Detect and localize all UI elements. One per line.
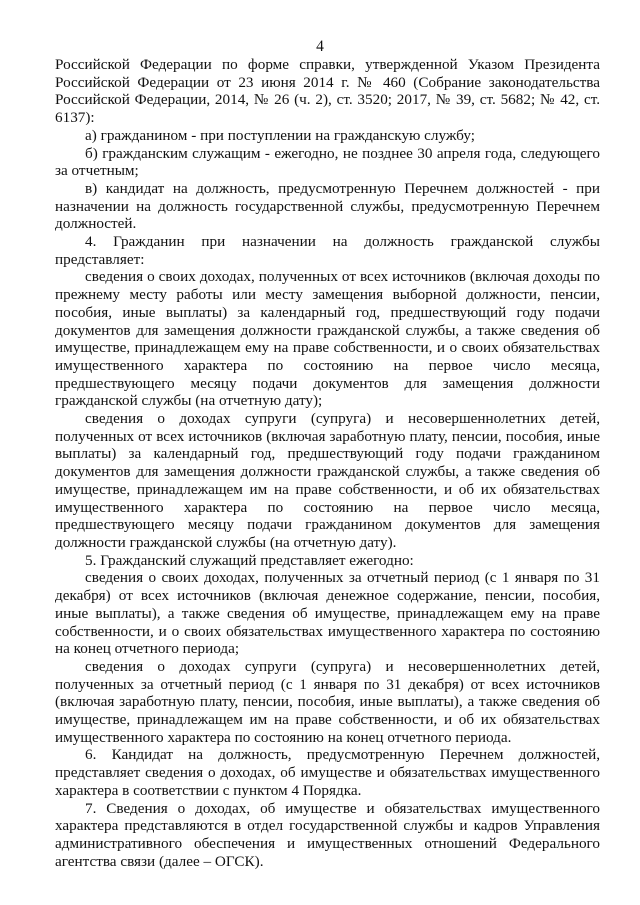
paragraph-item-v: в) кандидат на должность, предусмотренную Перечнем должностей - при назначении на должность государственной службы, предусмотренную Перечнем должностей. — [55, 179, 600, 233]
paragraph-section-5: 5. Гражданский служащий представляет ежегодно: — [85, 551, 414, 569]
paragraph-section-4-own-income: сведения о своих доходах, полученных от всех источников (включая доходы по прежнему месту работы или месту замещения выборной должности, пенсии, пособия, иные выплаты) за календарный год, предшествующий году подачи документов для замещения должности гражданской службы, а также сведения об имуществе, принадлежащем ему на праве собственности, и о своих обязательствах имущественного характера по состоянию на первое число месяца, предшествующего месяцу подачи документов для замещения должности гражданской службы (на отчетную дату); — [55, 268, 600, 410]
paragraph-section-5-family-income: сведения о доходах супруги (супруга) и несовершеннолетних детей, полученных за отчетный период (с 1 января по 31 декабря) от всех источников (включая заработную плату, пенсии, пособия, иные выплаты), а также сведения об имуществе, принадлежащем им на праве собственности, и об их обязательствах имущественного характера по состоянию на конец отчетного периода. — [55, 657, 600, 746]
paragraph-item-a: а) гражданином - при поступлении на гражданскую службу; — [85, 126, 475, 144]
paragraph-continuation: Российской Федерации по форме справки, утвержденной Указом Президента Российской Федерации от 23 июня 2014 г. № 460 (Собрание законодательства Российской Федерации, 2014, № 26 (ч. 2), ст. 3520; 2017, № 39, ст. 5682; № 42, ст. 6137): — [55, 56, 600, 127]
page-number: 4 — [316, 38, 324, 55]
paragraph-section-4-family-income: сведения о доходах супруги (супруга) и несовершеннолетних детей, полученных от всех источников (включая заработную плату, пенсии, пособия, иные выплаты) за календарный год, предшествующий году подачи гражданином документов для замещения должности гражданской службы, а также сведения об имуществе, принадлежащем им на праве собственности, и об их обязательствах имущественного характера по состоянию на первое число месяца, предшествующего месяцу подачи гражданином документов для замещения должности гражданской службы (на отчетную дату). — [55, 410, 600, 551]
paragraph-section-4: 4. Гражданин при назначении на должность гражданской службы представляет: — [55, 233, 600, 268]
paragraph-section-7: 7. Сведения о доходах, об имуществе и обязательствах имущественного характера представляются в отдел государственной службы и кадров Управления административного обеспечения и имущественных отношений Федерального агентства связи (далее – ОГСК). — [55, 799, 600, 870]
paragraph-item-b: б) гражданским служащим - ежегодно, не позднее 30 апреля года, следующего за отчетным; — [55, 144, 600, 180]
paragraph-section-6: 6. Кандидат на должность, предусмотренную Перечнем должностей, представляет сведения о доходах, об имуществе и обязательствах имущественного характера в соответствии с пунктом 4 Порядка. — [55, 746, 600, 799]
document-body — [55, 56, 600, 870]
paragraph-section-5-own-income: сведения о своих доходах, полученных за отчетный период (с 1 января по 31 декабря) от всех источников (включая денежное содержание, пенсии, пособия, иные выплаты), а также сведения об имуществе, принадлежащем ему на праве собственности, и о своих обязательствах имущественного характера по состоянию на конец отчетного периода; — [55, 569, 600, 658]
